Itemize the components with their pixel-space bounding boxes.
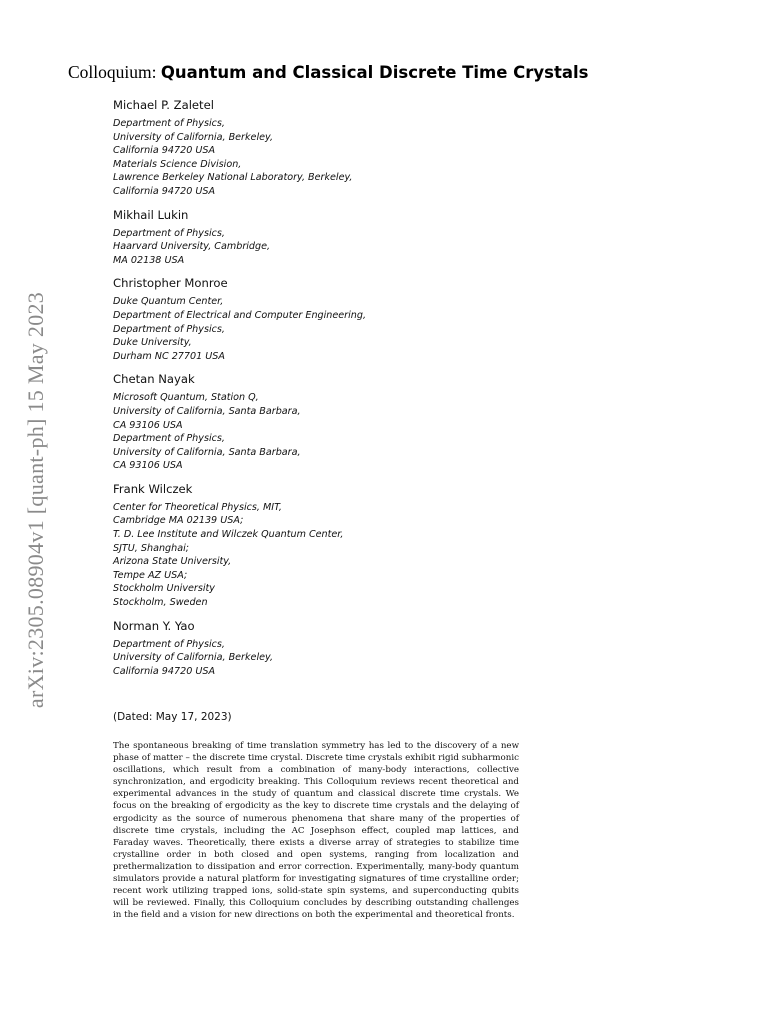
affiliation-line: University of California, Santa Barbara,	[113, 405, 301, 417]
author-block	[113, 207, 533, 268]
affiliation-line: Tempe AZ USA;	[113, 569, 188, 581]
affiliation-line: Department of Physics,	[113, 433, 225, 445]
author-name: Mikhail Lukin	[113, 207, 189, 222]
abstract: The spontaneous breaking of time translation symmetry has led to the discovery of a new phase of matter – the discrete time crystal. Discrete time crystals exhibit rigid subharmonic oscillations, which result from a combination of many-body interactions, collective synchronization, and ergodicity breaking. This Colloquium reviews recent theoretical and experimental advances in the study of quantum and classical discrete time crystals. We focus on the breaking of ergodicity as the key to discrete time crystals and the delaying of ergodicity as the source of numerous phenomena that share many of the properties of discrete time crystals, including the AC Josephson effect, coupled map lattices, and Faraday waves. Theoretically, there exists a diverse array of strategies to stabilize time crystalline order in both closed and open systems, ranging from localization and prethermalization to dissipation and error correction. Experimentally, many-body quantum simulators provide a natural platform for investigating signatures of time crystalline order; recent work utilizing trapped ions, solid-state spin systems, and superconducting qubits will be reviewed. Finally, this Colloquium concludes by describing outstanding challenges in the field and a vision for new directions on both the experimental and theoretical fronts.	[113, 741, 519, 921]
author-block	[113, 97, 533, 199]
author-block	[113, 275, 533, 363]
author-name: Chetan Nayak	[113, 372, 195, 387]
title-main: Quantum and Classical Discrete Time Crystals	[160, 63, 589, 82]
affiliation-line: Department of Physics,	[113, 323, 225, 335]
affiliation-line: Lawrence Berkeley National Laboratory, Berkeley,	[113, 172, 353, 184]
affiliation-line: California 94720 USA	[113, 185, 216, 197]
author-name: Christopher Monroe	[113, 276, 228, 291]
affiliation-line: Haarvard University, Cambridge,	[113, 241, 271, 253]
affiliation-line: CA 93106 USA	[113, 419, 183, 431]
affiliation-line: University of California, Berkeley,	[113, 652, 274, 664]
author-block	[113, 481, 533, 610]
affiliation-line: Stockholm, Sweden	[113, 597, 208, 609]
affiliation-line: Cambridge MA 02139 USA;	[113, 515, 244, 527]
affiliation-line: Department of Physics,	[113, 118, 225, 129]
affiliation-line: Duke University,	[113, 337, 192, 349]
affiliation-line: Center for Theoretical Physics, MIT,	[113, 501, 282, 513]
paper-title	[68, 62, 589, 83]
affiliation-line: Stockholm University	[113, 583, 215, 595]
affiliation-line: University of California, Berkeley,	[113, 131, 274, 143]
author-name: Frank Wilczek	[113, 481, 193, 496]
author-list	[113, 97, 533, 686]
affiliation-line: Microsoft Quantum, Station Q,	[113, 392, 259, 404]
affiliation-line: Department of Physics,	[113, 638, 225, 650]
affiliation-line: SJTU, Shanghai;	[113, 542, 189, 554]
affiliation-line: California 94720 USA	[113, 145, 216, 157]
affiliation-line: Duke Quantum Center,	[113, 296, 224, 308]
affiliation-line: MA 02138 USA	[113, 254, 185, 266]
author-block	[113, 618, 533, 679]
author-name: Michael P. Zaletel	[113, 98, 214, 112]
affiliation-line: Arizona State University,	[113, 556, 232, 568]
affiliation-line: Department of Physics,	[113, 227, 225, 239]
affiliation-line: Durham NC 27701 USA	[113, 350, 225, 362]
author-block	[113, 371, 533, 473]
date-line: (Dated: May 17, 2023)	[113, 711, 232, 723]
affiliation-line: T. D. Lee Institute and Wilczek Quantum Center,	[113, 529, 344, 541]
arxiv-identifier: arXiv:2305.08904v1 [quant-ph] 15 May 2023	[23, 291, 48, 709]
affiliation-line: Materials Science Division,	[113, 158, 242, 170]
title-prefix: Colloquium:	[68, 62, 157, 82]
author-name: Norman Y. Yao	[113, 618, 195, 633]
affiliation-line: Department of Electrical and Computer Engineering,	[113, 309, 366, 321]
affiliation-line: California 94720 USA	[113, 665, 216, 677]
affiliation-line: CA 93106 USA	[113, 460, 183, 472]
affiliation-line: University of California, Santa Barbara,	[113, 446, 301, 458]
